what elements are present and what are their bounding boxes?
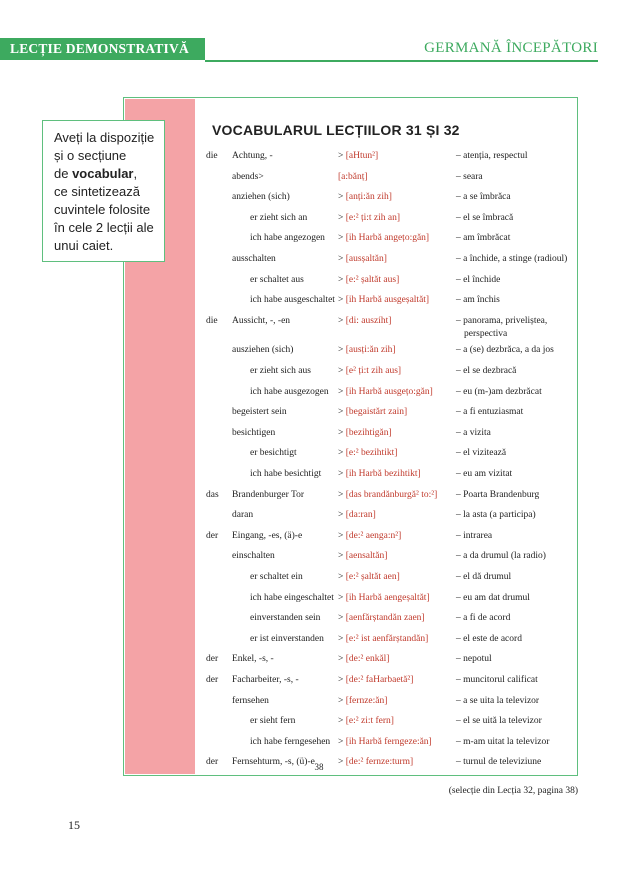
pronunciation-text: [ih Harbă ferngeze:ăn]	[345, 736, 432, 747]
vocab-row	[0, 530, 638, 544]
vocab-row	[0, 571, 638, 585]
vocab-row	[0, 592, 638, 606]
german-word: Facharbeiter, -s, -	[232, 675, 299, 685]
pronunciation	[338, 150, 378, 162]
german-word: fernsehen	[232, 695, 269, 706]
arrow-marker: >	[338, 192, 346, 203]
pronunciation-text: [aenfărștandăn zaen]	[345, 613, 425, 624]
german-word: Brandenburger Tor	[232, 489, 305, 500]
german-word: daran	[232, 510, 254, 521]
vocab-row	[0, 294, 638, 308]
pronunciation	[338, 489, 437, 501]
pronunciation	[338, 509, 376, 521]
arrow-marker: >	[338, 736, 346, 747]
vocab-row	[0, 468, 638, 482]
arrow-marker: >	[338, 613, 346, 624]
vocab-row	[0, 212, 638, 226]
german-word: er schaltet aus	[250, 274, 304, 285]
translation: – eu am dat drumul	[456, 592, 530, 603]
german-word: einverstanden sein	[250, 613, 321, 624]
german-word: einschalten	[232, 551, 275, 562]
pronunciation	[338, 447, 397, 459]
vocabulary-title: VOCABULARUL LECȚIILOR 31 ȘI 32	[212, 122, 460, 138]
german-word: besichtigen	[232, 427, 276, 438]
inner-page-number: 38	[314, 762, 324, 772]
vocab-row	[0, 274, 638, 288]
translation: – a se îmbrăca	[456, 192, 511, 203]
vocab-row	[0, 171, 638, 185]
pronunciation-text: [e:² șaltăt aen]	[345, 572, 400, 582]
pronunciation	[338, 653, 389, 665]
pronunciation-text: [ih Harbă bezihtikt]	[345, 469, 421, 479]
note-line: Aveți la dispoziție	[54, 130, 155, 145]
vocab-row	[0, 191, 638, 205]
article: die	[206, 315, 218, 326]
pronunciation-text: [ih Harbă aengeșaltăt]	[345, 592, 430, 603]
translation: – a se uita la televizor	[456, 695, 540, 706]
vocab-row	[0, 406, 638, 420]
arrow-marker: >	[338, 654, 346, 665]
german-word: Aussicht, -, -en	[232, 315, 291, 326]
pronunciation-text: [e:² bezihtikt]	[345, 448, 398, 459]
arrow-marker: >	[338, 757, 346, 768]
pronunciation-text: [aHtun²]	[345, 151, 379, 161]
arrow-marker: >	[338, 295, 346, 306]
pronunciation	[338, 736, 432, 748]
german-word: Achtung, -	[232, 151, 273, 161]
article: die	[206, 151, 218, 161]
arrow-marker: >	[338, 489, 346, 500]
translation: – el vizitează	[456, 448, 507, 459]
pronunciation-text: [de:² enkăl]	[345, 654, 390, 665]
vocab-row	[0, 695, 638, 709]
arrow-marker: >	[338, 469, 346, 479]
vocab-row	[0, 653, 638, 667]
vocab-row	[0, 232, 638, 246]
german-word: er besichtigt	[250, 448, 297, 459]
pronunciation	[338, 427, 392, 439]
header-divider	[205, 60, 598, 62]
translation: – a vizita	[456, 427, 491, 438]
pronunciation	[338, 674, 413, 686]
german-word: abends>	[232, 171, 264, 182]
pronunciation-text: [de:² fernze:turm]	[345, 757, 414, 768]
pronunciation-text: [ih Harbă angețo:găn]	[345, 233, 430, 244]
pronunciation	[338, 212, 400, 224]
article: der	[206, 757, 219, 768]
pronunciation-text: [e:² ist aenfărștandăn]	[345, 633, 429, 644]
note-emphasis: vocabular	[72, 166, 134, 181]
article: der	[206, 675, 219, 685]
vocab-row	[0, 365, 638, 379]
pronunciation-text: [bezihtigăn]	[345, 427, 392, 438]
german-word: ausschalten	[232, 254, 276, 264]
vocab-row	[0, 253, 638, 267]
pronunciation-text: [fernze:ăn]	[345, 695, 388, 706]
vocab-row	[0, 489, 638, 503]
german-word: begeistert sein	[232, 407, 287, 418]
german-word: ich habe besichtigt	[250, 469, 322, 479]
translation: – a fi de acord	[456, 613, 511, 624]
pronunciation-text: [ih Harbă ausgeșaltăt]	[345, 295, 430, 306]
arrow-marker: >	[338, 510, 346, 521]
translation: – el este de acord	[456, 633, 522, 644]
pronunciation-text: [e:² zi:t fern]	[345, 716, 394, 727]
note-line: unui caiet.	[54, 238, 114, 253]
note-line: ce sintetizează	[54, 184, 140, 199]
translation: – m-am uitat la televizor	[456, 736, 550, 747]
translation: – intrarea	[456, 530, 493, 541]
arrow-marker: >	[338, 675, 346, 685]
pronunciation-text: [de:² aenga:n²]	[345, 530, 402, 541]
arrow-marker: >	[338, 407, 346, 418]
pronunciation-text: [e:² șaltăt aus]	[345, 274, 400, 285]
pronunciation	[338, 386, 433, 398]
translation: – el se îmbracă	[456, 212, 514, 223]
vocab-row	[0, 344, 638, 358]
translation: – a fi entuziasmat	[456, 407, 524, 418]
arrow-marker: >	[338, 551, 346, 562]
translation: – am închis	[456, 295, 500, 306]
german-word: er sieht fern	[250, 716, 296, 727]
german-word: ich habe ausgeschaltet	[250, 295, 335, 306]
german-word: ausziehen (sich)	[232, 345, 294, 356]
translation: – a (se) dezbrăca, a da jos	[456, 345, 554, 356]
german-word: ich habe ferngesehen	[250, 736, 331, 747]
vocab-row	[0, 509, 638, 523]
translation: – panorama, priveliștea,	[456, 315, 548, 326]
pronunciation	[338, 315, 391, 327]
pronunciation	[338, 274, 399, 286]
vocab-row	[0, 674, 638, 688]
article: der	[206, 654, 219, 665]
translation: – el închide	[456, 274, 501, 285]
pronunciation	[338, 715, 394, 727]
pronunciation	[338, 633, 428, 645]
vocab-row	[0, 633, 638, 647]
translation: – muncitorul calificat	[456, 675, 538, 685]
pronunciation-text: [aensaltăn]	[345, 551, 388, 562]
pronunciation	[338, 344, 396, 356]
note-line: și o secțiune	[54, 148, 127, 163]
german-word: er ist einverstanden	[250, 633, 324, 644]
vocab-row	[0, 315, 638, 339]
pronunciation	[338, 612, 425, 624]
note-line: cuvintele folosite	[54, 202, 151, 217]
pronunciation-text: [begaistărt zain]	[345, 407, 408, 418]
translation: – el se dezbracă	[456, 366, 517, 376]
pronunciation	[338, 592, 430, 604]
german-word: er schaltet ein	[250, 572, 303, 582]
pronunciation-text: [di: auszíht]	[345, 315, 392, 326]
pronunciation	[338, 253, 387, 265]
german-word: ich habe angezogen	[250, 233, 325, 244]
translation: – eu (m-)am dezbrăcat	[456, 386, 542, 397]
arrow-marker: >	[338, 345, 346, 356]
pronunciation	[338, 171, 368, 183]
pronunciation-text: [e:² ți:t zih an]	[345, 212, 401, 223]
arrow-marker: >	[338, 315, 346, 326]
arrow-marker: >	[338, 427, 346, 438]
vocab-row	[0, 447, 638, 461]
translation-continuation: perspectiva	[464, 328, 508, 339]
arrow-marker: >	[338, 233, 346, 244]
arrow-marker: >	[338, 274, 346, 285]
arrow-marker: >	[338, 448, 346, 459]
translation: – atenția, respectul	[456, 151, 528, 161]
pronunciation	[338, 294, 429, 306]
note-text: de	[54, 166, 73, 181]
german-word: er zieht sich an	[250, 212, 308, 223]
pronunciation-text: [das brandănburgă² to:²]	[345, 489, 438, 500]
arrow-marker: >	[338, 212, 346, 223]
arrow-marker: >	[338, 716, 346, 727]
source-caption: (selecție din Lecția 32, pagina 38)	[448, 786, 578, 796]
vocab-row	[0, 150, 638, 164]
arrow-marker: >	[338, 254, 346, 264]
note-line: în cele 2 lecții ale	[54, 220, 154, 235]
section-label	[0, 38, 205, 60]
pronunciation-text: [e² ți:t zih aus]	[345, 366, 402, 376]
pronunciation-text: [da:ran]	[345, 510, 376, 521]
pronunciation	[338, 571, 400, 583]
translation: – seara	[456, 171, 483, 182]
translation: – nepotul	[456, 654, 492, 665]
vocab-row	[0, 612, 638, 626]
german-word: er zieht sich aus	[250, 366, 311, 376]
arrow-marker: >	[338, 592, 346, 603]
pronunciation	[338, 191, 392, 203]
vocab-row	[0, 427, 638, 441]
vocab-row	[0, 736, 638, 750]
translation: – turnul de televiziune	[456, 757, 542, 768]
pronunciation	[338, 695, 387, 707]
arrow-marker: >	[338, 530, 346, 541]
german-word: ich habe eingeschaltet	[250, 592, 334, 603]
german-word: anziehen (sich)	[232, 192, 290, 203]
arrow-marker: >	[338, 633, 346, 644]
translation: – a da drumul (la radio)	[456, 551, 546, 562]
pronunciation-text: [ausți:ăn zih]	[345, 345, 396, 356]
arrow-marker: >	[338, 572, 346, 582]
section-label-text: LECȚIE DEMONSTRATIVĂ	[10, 41, 189, 56]
translation: – eu am vizitat	[456, 469, 513, 479]
german-word: ich habe ausgezogen	[250, 386, 329, 397]
pronunciation	[338, 468, 421, 480]
article: das	[206, 489, 219, 500]
pronunciation-text: [a:bănț]	[338, 171, 368, 182]
pronunciation	[338, 406, 407, 418]
translation: – am îmbrăcat	[456, 233, 511, 244]
pronunciation-text: [anți:ăn zih]	[345, 192, 392, 203]
vocab-row	[0, 386, 638, 400]
note-text: ,	[133, 166, 138, 181]
german-word: Enkel, -s, -	[232, 654, 274, 665]
arrow-marker: >	[338, 386, 346, 397]
article: der	[206, 530, 219, 541]
pronunciation-text: [ih Harbă ausgețo:găn]	[345, 386, 433, 397]
translation: – el dă drumul	[456, 572, 512, 582]
translation: – a închide, a stinge (radioul)	[456, 254, 568, 264]
pronunciation	[338, 232, 429, 244]
translation: – Poarta Brandenburg	[456, 489, 540, 500]
translation: – el se uită la televizor	[456, 716, 542, 727]
pronunciation	[338, 530, 401, 542]
vocab-row	[0, 715, 638, 729]
translation: – la asta (a participa)	[456, 510, 536, 521]
german-word: Fernsehturm, -s, (ü)-e	[232, 757, 315, 768]
pronunciation-text: [ausșaltăn]	[345, 254, 387, 264]
arrow-marker: >	[338, 366, 346, 376]
arrow-marker: >	[338, 695, 346, 706]
pronunciation	[338, 550, 387, 562]
page-number: 15	[68, 818, 80, 832]
course-title: GERMANĂ ÎNCEPĂTORI	[424, 40, 598, 56]
arrow-marker: >	[338, 151, 346, 161]
german-word: Eingang, -es, (ä)-e	[232, 530, 303, 541]
pronunciation-text: [de:² faHarbaetă²]	[345, 675, 414, 685]
pronunciation	[338, 365, 401, 377]
vocab-row	[0, 550, 638, 564]
